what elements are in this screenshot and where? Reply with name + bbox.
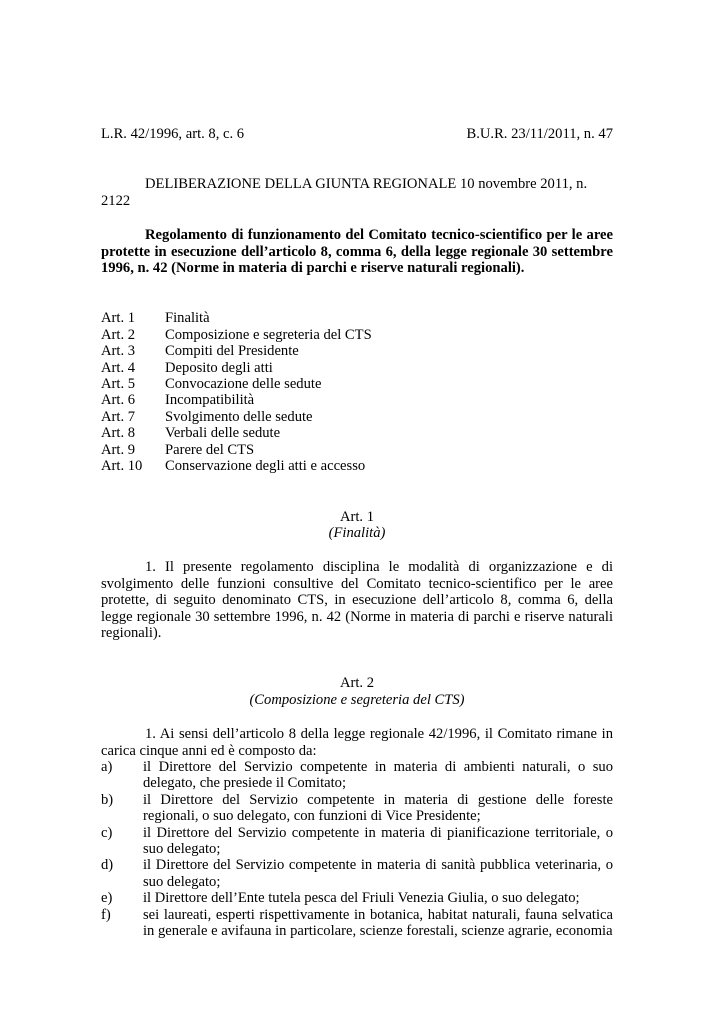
toc-row (101, 425, 613, 441)
document-page (101, 126, 613, 939)
toc-number: Art. 8 (101, 425, 136, 442)
table-of-contents (101, 310, 613, 474)
toc-number: Art. 3 (101, 343, 136, 360)
toc-row (101, 392, 613, 408)
list-item (101, 857, 613, 890)
toc-title: Convocazione delle sedute (165, 376, 322, 393)
list-item-text: sei laureati, esperti rispettivamente in botanica, habitat naturali, fauna selvatica in generale e avifauna in particolare, scienze forestali, scienze agrarie, economia (143, 906, 613, 940)
toc-row (101, 442, 613, 458)
toc-title: Verbali delle sedute (165, 425, 281, 442)
toc-title: Composizione e segreteria del CTS (165, 326, 372, 343)
composition-list (101, 759, 613, 939)
list-item (101, 907, 613, 940)
list-item-text: il Direttore dell’Ente tutela pesca del Friuli Venezia Giulia, o suo delegato; (143, 890, 580, 907)
article-1-heading: Art. 1 (339, 508, 375, 525)
toc-number: Art. 1 (101, 310, 136, 327)
list-marker: b) (101, 791, 114, 808)
list-marker: f) (101, 906, 111, 923)
decree-line: DELIBERAZIONE DELLA GIUNTA REGIONALE 10 novembre 2011, n. 2122 (101, 176, 588, 209)
list-item (101, 792, 613, 825)
law-reference: L.R. 42/1996, art. 8, c. 6 (101, 126, 245, 142)
list-item (101, 759, 613, 792)
document-header (101, 126, 613, 142)
toc-number: Art. 9 (101, 441, 136, 458)
toc-number: Art. 5 (101, 376, 136, 393)
list-item-text: il Direttore del Servizio competente in materia di gestione delle foreste regionali, o suo delegato, con funzioni di Vice Presidente; (143, 791, 613, 825)
toc-title: Finalità (165, 310, 210, 327)
list-marker: e) (101, 890, 113, 907)
article-2-paragraph: 1. Ai sensi dell’articolo 8 della legge regionale 42/1996, il Comitato rimane in carica cinque anni ed è composto da: (101, 726, 613, 759)
toc-title: Compiti del Presidente (165, 343, 299, 360)
toc-row (101, 327, 613, 343)
toc-title: Conservazione degli atti e accesso (165, 458, 366, 475)
toc-number: Art. 2 (101, 326, 136, 343)
list-marker: d) (101, 857, 114, 874)
article-1-subtitle: (Finalità) (328, 524, 386, 541)
list-item-text: il Direttore del Servizio competente in materia di ambienti naturali, o suo delegato, che presiede il Comitato; (143, 758, 613, 792)
toc-row (101, 409, 613, 425)
toc-row (101, 376, 613, 392)
article-1-paragraph: 1. Il presente regolamento disciplina le modalità di organizzazione e di svolgimento delle funzioni consultive del Comitato tecnico-scientifico per le aree protette, di seguito denominato CTS, in esecuzione dell’articolo 8, comma 6, della legge regionale 30 settembre 1996, n. 42 (Norme in materia di parchi e riserve naturali regionali). (101, 559, 613, 641)
list-item-text: il Direttore del Servizio competente in materia di sanità pubblica veterinaria, o suo delegato; (143, 857, 613, 890)
toc-row (101, 360, 613, 376)
toc-number: Art. 10 (101, 458, 143, 475)
toc-row (101, 310, 613, 326)
bulletin-reference: B.U.R. 23/11/2011, n. 47 (466, 126, 613, 142)
list-item-text: il Direttore del Servizio competente in materia di pianificazione territoriale, o suo delegato; (143, 824, 613, 857)
article-2-subtitle: (Composizione e segreteria del CTS) (249, 691, 465, 708)
list-marker: c) (101, 824, 113, 841)
toc-row (101, 458, 613, 474)
toc-row (101, 343, 613, 359)
article-2-heading: Art. 2 (339, 675, 375, 692)
toc-title: Incompatibilità (165, 392, 255, 409)
toc-title: Deposito degli atti (165, 359, 273, 376)
list-item (101, 890, 613, 906)
toc-title: Svolgimento delle sedute (165, 408, 313, 425)
toc-number: Art. 4 (101, 359, 136, 376)
toc-number: Art. 7 (101, 408, 136, 425)
list-item (101, 825, 613, 858)
toc-title: Parere del CTS (165, 441, 255, 458)
toc-number: Art. 6 (101, 392, 136, 409)
regulation-title: Regolamento di funzionamento del Comitato tecnico-scientifico per le aree protette in esecuzione dell’articolo 8, comma 6, della legge regionale 30 settembre 1996, n. 42 (Norme in materia di parchi e riserve naturali regionali). (101, 227, 613, 277)
list-marker: a) (101, 758, 113, 775)
